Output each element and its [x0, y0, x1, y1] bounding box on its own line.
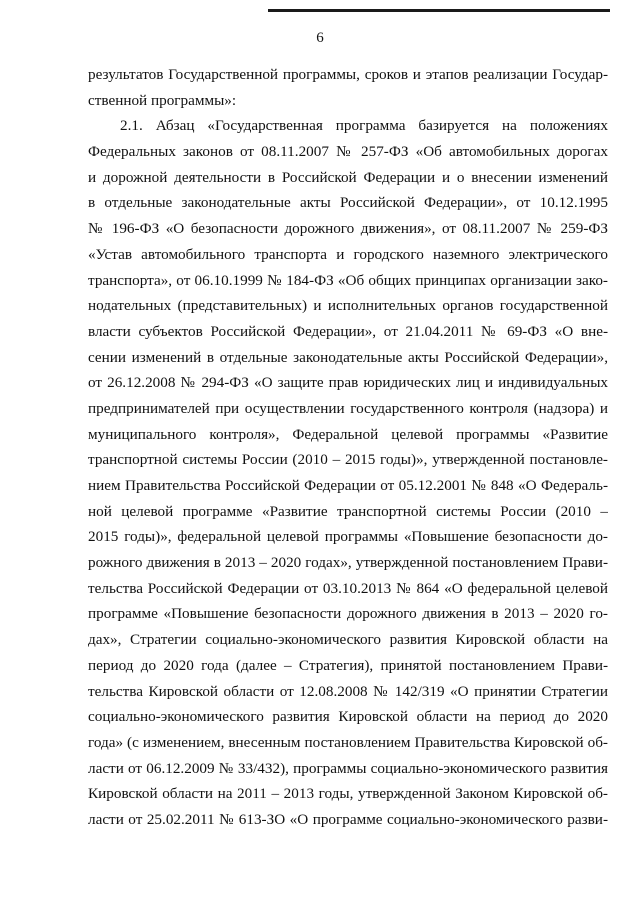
text-line: «Устав автомобильного транспорта и городского наземного электрического [88, 245, 608, 263]
text-line: период до 2020 года (далее – Стратегия), принятой постановлением Прави- [88, 656, 608, 674]
text-line: от 26.12.2008 № 294-ФЗ «О защите прав юридических лиц и индивидуальных [88, 374, 608, 392]
text-line: 2015 годы)», федеральной целевой программы «Повышение безопасности до- [88, 528, 608, 546]
text-line: предпринимателей при осуществлении государственного контроля (надзора) и [88, 399, 608, 417]
text-line: ственной программы»: [88, 91, 237, 109]
text-line: тельства Кировской области от 12.08.2008 № 142/319 «О принятии Стратегии [88, 682, 608, 700]
text-line: № 196-ФЗ «О безопасности дорожного движения», от 08.11.2007 № 259-ФЗ [88, 220, 608, 238]
page-number: 6 [316, 30, 324, 46]
text-line: Федеральных законов от 08.11.2007 № 257-ФЗ «Об автомобильных дорогах [88, 143, 608, 161]
text-line: рожного движения в 2013 – 2020 годах», утвержденной постановлением Прави- [88, 554, 608, 572]
text-line: результатов Государственной программы, сроков и этапов реализации Государ- [88, 66, 608, 83]
text-line: транспорта», от 06.10.1999 № 184-ФЗ «Об общих принципах организации зако- [88, 271, 608, 289]
text-line: и дорожной деятельности в Российской Федерации и о внесении изменений [88, 168, 608, 186]
text-line: муниципального контроля», Федеральной целевой программы «Развитие [88, 425, 608, 443]
text-line: нием Правительства Российской Федерации от 05.12.2001 № 848 «О Федераль- [88, 477, 608, 494]
text-line: в отдельные законодательные акты Российской Федерации», от 10.12.1995 [88, 194, 608, 212]
text-line: дах», Стратегии социально-экономического развития Кировской области на [88, 631, 608, 649]
text-line: социально-экономического развития Кировской области на период до 2020 [88, 708, 608, 726]
text-line: власти субъектов Российской Федерации», от 21.04.2011 № 69-ФЗ «О вне- [88, 322, 608, 340]
text-line: ной целевой программе «Развитие транспортной системы России (2010 – [88, 502, 608, 520]
text-line: года» (с изменением, внесенным постановлением Правительства Кировской об- [88, 733, 608, 751]
text-line: ласти от 06.12.2009 № 33/432), программы социально-экономического развития [88, 759, 608, 777]
header-rule [268, 9, 610, 12]
body-text [88, 62, 608, 833]
text-line: нодательных (представительных) и исполнительных органов государственной [88, 297, 608, 315]
text-line: транспортной системы России (2010 – 2015 годы)», утвержденной постановле- [88, 451, 608, 469]
text-line: программе «Повышение безопасности дорожного движения в 2013 – 2020 го- [88, 605, 608, 623]
text-line: 2.1. Абзац «Государственная программа базируется на положениях [120, 117, 608, 135]
text-line: ласти от 25.02.2011 № 613-ЗО «О программе социально-экономического разви- [88, 810, 608, 828]
text-line: сении изменений в отдельные законодательные акты Российской Федерации», [88, 348, 608, 366]
text-line: тельства Российской Федерации от 03.10.2013 № 864 «О федеральной целевой [88, 579, 608, 597]
text-line: Кировской области на 2011 – 2013 годы, утвержденной Законом Кировской об- [88, 785, 608, 803]
